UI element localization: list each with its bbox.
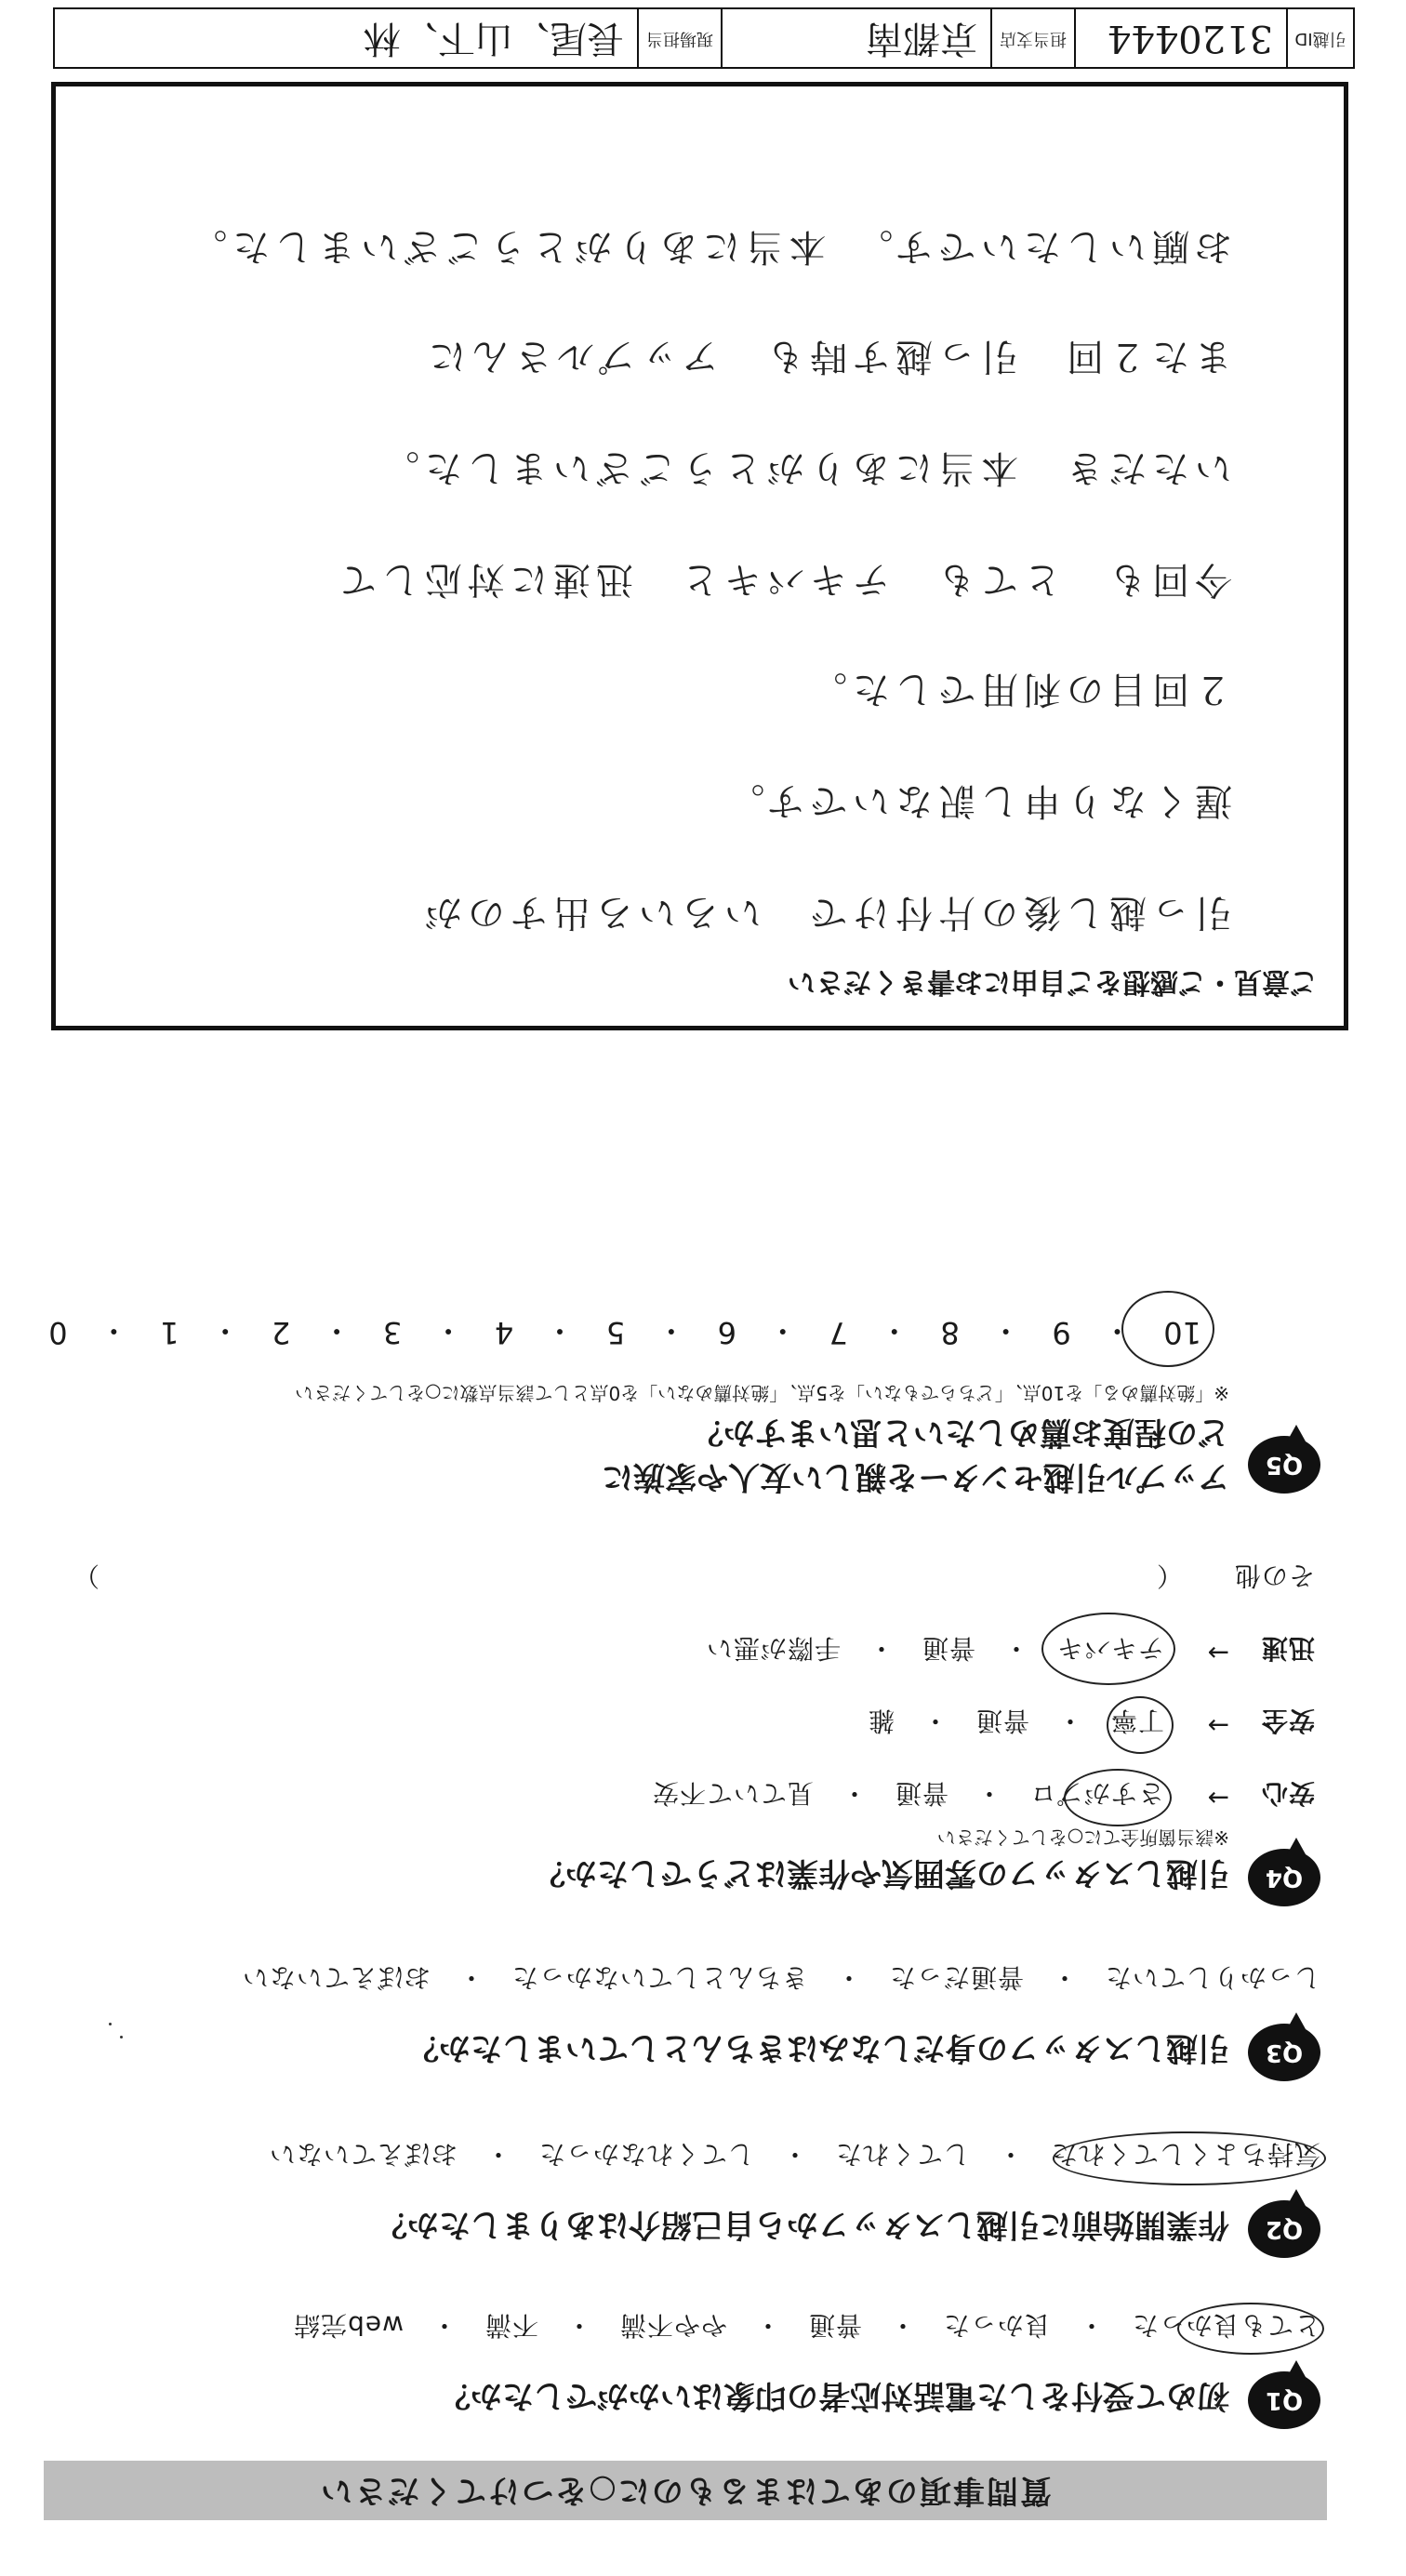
score-separator: ・ — [1102, 1313, 1133, 1348]
comment-line: また２回 引っ越す時も アップルさんに — [423, 335, 1232, 378]
q4-row3-answer-circle — [1041, 1613, 1175, 1685]
q4-row1-answer-circle — [1064, 1769, 1172, 1826]
score-0[interactable]: 0 — [48, 1315, 68, 1350]
q4-other-open: （ — [1155, 1560, 1183, 1591]
score-1[interactable]: 1 — [160, 1315, 179, 1350]
rep-value: 長尾、山下、林 — [364, 17, 624, 60]
q2-question: 作業開始前に引越しスタッフから自己紹介はありましたか？ — [376, 2206, 1229, 2243]
q3-options[interactable]: しっかりしていた ・ 普通だった ・ きちんとしていなかった ・ おぼえていない — [241, 1962, 1320, 1993]
score-8[interactable]: 8 — [940, 1315, 960, 1350]
q1-options[interactable]: とても良かった ・ 良かった ・ 普通 ・ やや不満 ・ 不満 ・ web完結 — [293, 2310, 1320, 2341]
q5-question-line1: アップル引越センターを親しい友人や家族に — [602, 1458, 1229, 1495]
comment-line: お願いしたいです。 本当にありがとうございました。 — [184, 225, 1232, 268]
moving-id-label: 引越ID — [1286, 9, 1353, 67]
q2-badge-tail — [1287, 2189, 1306, 2206]
score-6[interactable]: 6 — [717, 1315, 737, 1350]
moving-id-value: 3120444 — [1074, 9, 1286, 67]
q4-row-arrow: → — [1206, 1710, 1229, 1741]
q4-other-label: その他 — [1233, 1560, 1315, 1591]
q4-row-arrow: → — [1206, 1783, 1229, 1813]
score-4[interactable]: 4 — [494, 1315, 514, 1350]
comments-box[interactable] — [51, 82, 1348, 1030]
score-separator: ・ — [879, 1313, 909, 1348]
q1-answer-circle — [1177, 2303, 1324, 2355]
score-5[interactable]: 5 — [605, 1315, 626, 1350]
q3-badge: Q3 — [1248, 2024, 1320, 2081]
q2-badge: Q2 — [1248, 2200, 1320, 2258]
comments-title: ご意見・ご感想をご自由にお書きください — [788, 965, 1318, 998]
instruction-banner-text: 質問事項のあてはまるものに○をつけてください — [319, 2472, 1052, 2509]
score-3[interactable]: 3 — [382, 1315, 403, 1350]
q3-badge-tail — [1287, 2012, 1306, 2029]
score-separator: ・ — [656, 1313, 686, 1348]
q4-row-speed-label: 迅速 — [1260, 1633, 1315, 1664]
q4-row-options[interactable]: さすがプロ ・ 普通 ・ 見ていて不安 — [651, 1778, 1164, 1809]
q3-question: 引越しスタッフの身だしなみはきちんとしていましたか？ — [407, 2029, 1229, 2066]
score-9[interactable]: 9 — [1052, 1315, 1071, 1350]
q4-row-safety-label: 安全 — [1260, 1706, 1315, 1736]
q1-badge-tail — [1287, 2360, 1306, 2377]
q5-note: ※「絶対薦める」を10点、「どちらでもない」を5点、「絶対薦めない」を0点として該当点数に○をしてください — [295, 1382, 1229, 1404]
comment-line: 今回も とても テキパキと 迅速に対応して — [334, 558, 1232, 601]
scan-speck — [109, 2023, 112, 2025]
branch-value: 京都南 — [721, 9, 990, 67]
q4-question: 引越しスタッフの雰囲気や作業はどうでしたか？ — [534, 1854, 1229, 1892]
q5-question-line2: どの程度お薦めしたいと思いますか？ — [692, 1414, 1229, 1451]
q4-row-arrow: → — [1206, 1638, 1229, 1668]
q4-row-safety-of-mind-label: 安心 — [1260, 1778, 1315, 1809]
q4-row2-answer-circle — [1107, 1696, 1174, 1754]
q4-other-close: ） — [72, 1560, 99, 1591]
rep-label: 現場担当 — [637, 9, 721, 67]
q1-badge: Q1 — [1248, 2371, 1320, 2429]
q1-question: 初めて受付をした電話対応者の印象はいかがでしたか？ — [439, 2377, 1229, 2414]
q4-note: ※該当箇所全てに○をしてください — [936, 1826, 1229, 1849]
score-2[interactable]: 2 — [272, 1315, 291, 1350]
scan-speck — [120, 2036, 123, 2038]
score-separator: ・ — [544, 1313, 575, 1348]
comment-line: 遅くなり申し訳ないです。 — [722, 779, 1232, 822]
q4-badge: Q4 — [1248, 1849, 1320, 1906]
q2-options[interactable]: 気持ちよくしてくれた ・ してくれた ・ してくれなかった ・ おぼえていない — [268, 2139, 1320, 2170]
q5-badge: Q5 — [1248, 1436, 1320, 1494]
comment-line: ２回目の利用でした。 — [804, 668, 1232, 710]
score-separator: ・ — [990, 1313, 1021, 1348]
q2-answer-circle — [1053, 2131, 1326, 2185]
branch-label: 担当支店 — [990, 9, 1074, 67]
score-separator: ・ — [210, 1313, 241, 1348]
comment-line: いただき 本当にありがとうございました。 — [377, 446, 1232, 489]
q5-badge-tail — [1287, 1425, 1306, 1441]
q5-score-scale — [48, 1309, 1201, 1356]
q4-badge-tail — [1287, 1838, 1306, 1854]
q4-row-options[interactable]: 丁寧 ・ 普通 ・ 雑 — [867, 1706, 1164, 1736]
score-separator: ・ — [433, 1313, 464, 1348]
comment-line: 引っ越し後の片付けで いろいろ出すのが — [419, 891, 1232, 934]
score-separator: ・ — [99, 1313, 129, 1348]
q5-answer-circle — [1121, 1291, 1214, 1367]
score-separator: ・ — [767, 1313, 798, 1348]
q4-row-options[interactable]: テキパキ ・ 普通 ・ 手際が悪い — [705, 1633, 1164, 1664]
header-table — [53, 7, 1355, 69]
score-separator: ・ — [322, 1313, 352, 1348]
score-7[interactable]: 7 — [829, 1315, 848, 1350]
score-10[interactable]: 10 — [1163, 1315, 1201, 1350]
instruction-banner — [44, 2461, 1327, 2520]
